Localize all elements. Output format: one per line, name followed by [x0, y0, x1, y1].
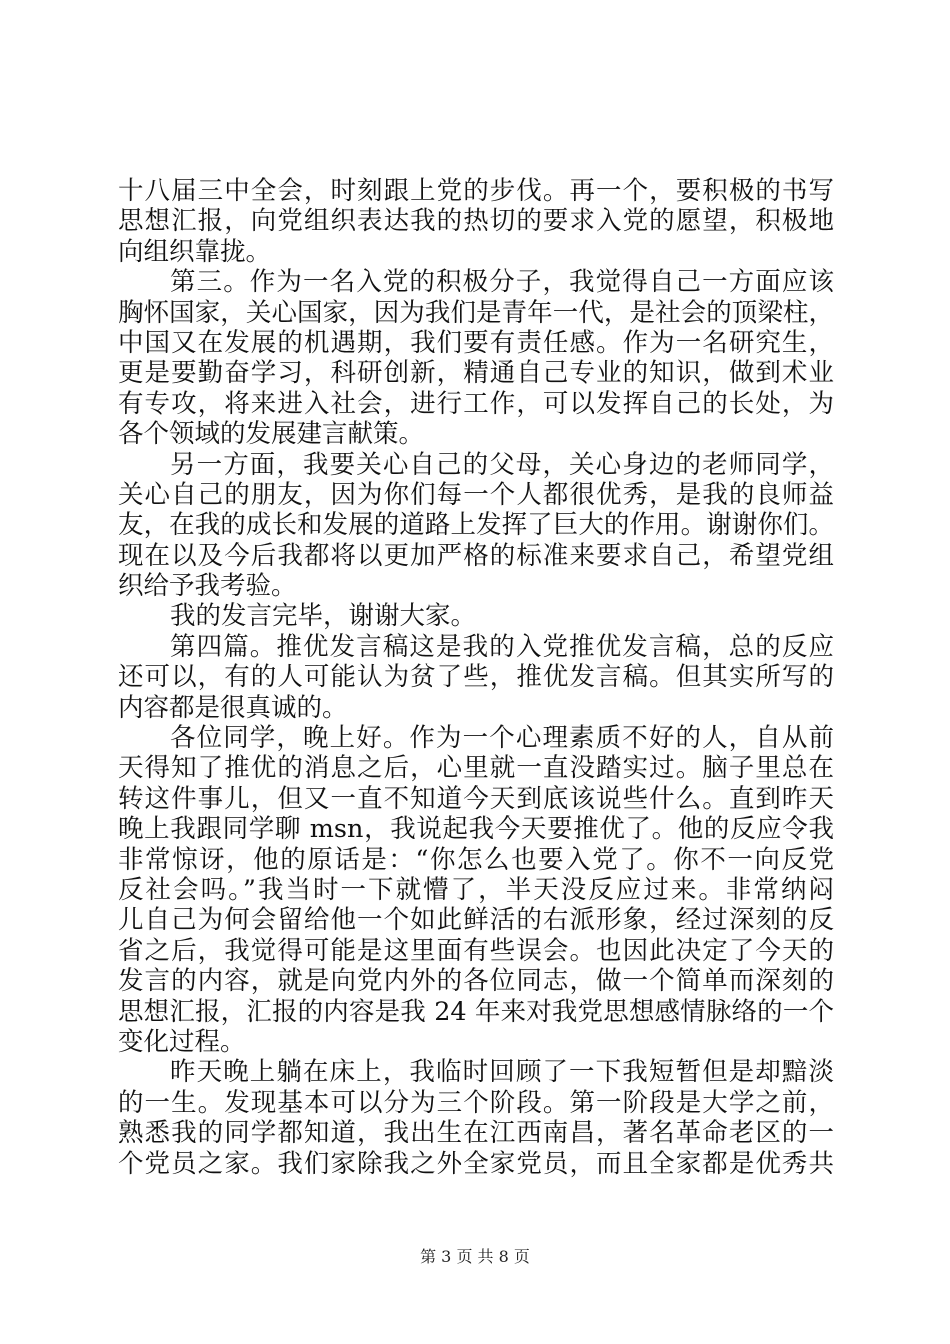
text-line: 织给予我考验。 — [118, 571, 297, 602]
text-line: 变化过程。 — [118, 1026, 246, 1057]
text-line: 有专攻，将来进入社会，进行工作，可以发挥自己的长处，为 — [118, 388, 834, 419]
text-line: 十八届三中全会，时刻跟上党的步伐。再一个，要积极的书写 — [118, 176, 834, 206]
text-line: 友，在我的成长和发展的道路上发挥了巨大的作用。谢谢你们。 — [118, 510, 834, 541]
text-line: 晚上我跟同学聊 msn，我说起我今天要推优了。他的反应令我 — [118, 814, 834, 845]
text-line: 发言的内容，就是向党内外的各位同志，做一个简单而深刻的 — [118, 966, 834, 997]
text-line: 现在以及今后我都将以更加严格的标准来要求自己，希望党组 — [118, 540, 834, 571]
text-line: 省之后，我觉得可能是这里面有些误会。也因此决定了今天的 — [118, 935, 834, 966]
text-line: 第三。作为一名入党的积极分子，我觉得自己一方面应该 — [170, 267, 834, 298]
page-footer: 第 3 页 共 8 页 — [420, 1247, 530, 1266]
text-line: 关心自己的朋友，因为你们每一个人都很优秀，是我的良师益 — [118, 479, 834, 510]
text-line: 胸怀国家，关心国家，因为我们是青年一代，是社会的顶梁柱， — [118, 297, 834, 328]
text-line: 另一方面，我要关心自己的父母，关心身边的老师同学， — [170, 449, 834, 480]
text-line: 思想汇报，向党组织表达我的热切的要求入党的愿望，积极地 — [118, 206, 834, 237]
text-line: 中国又在发展的机遇期，我们要有责任感。作为一名研究生， — [118, 327, 834, 358]
text-line: 内容都是很真诚的。 — [118, 692, 348, 723]
text-line: 还可以，有的人可能认为贫了些，推优发言稿。但其实所写的 — [118, 662, 834, 693]
text-line: 非常惊讶，他的原话是：“你怎么也要入党了。你不一向反党 — [118, 844, 834, 875]
text-line: 各个领域的发展建言献策。 — [118, 419, 425, 450]
text-line: 思想汇报，汇报的内容是我 24 年来对我党思想感情脉络的一个 — [118, 996, 834, 1027]
text-line: 个党员之家。我们家除我之外全家党员，而且全家都是优秀共 — [118, 1148, 834, 1179]
text-line: 昨天晚上躺在床上，我临时回顾了一下我短暂但是却黯淡 — [170, 1057, 834, 1088]
text-line: 更是要勤奋学习，科研创新，精通自己专业的知识，做到术业 — [118, 358, 834, 389]
text-line: 向组织靠拢。 — [118, 236, 272, 267]
document-body — [118, 176, 834, 1179]
text-line: 转这件事儿，但又一直不知道今天到底该说些什么。直到昨天 — [118, 783, 834, 814]
text-line: 的一生。发现基本可以分为三个阶段。第一阶段是大学之前， — [118, 1087, 834, 1118]
text-line: 我的发言完毕，谢谢大家。 — [170, 601, 477, 632]
text-line: 儿自己为何会留给他一个如此鲜活的右派形象，经过深刻的反 — [118, 905, 834, 936]
text-line: 熟悉我的同学都知道，我出生在江西南昌，著名革命老区的一 — [118, 1118, 834, 1149]
text-line: 反社会吗。”我当时一下就懵了，半天没反应过来。非常纳闷 — [118, 874, 834, 905]
text-line: 天得知了推优的消息之后，心里就一直没踏实过。脑子里总在 — [118, 753, 834, 784]
text-line: 各位同学，晚上好。作为一个心理素质不好的人，自从前 — [170, 723, 834, 754]
text-line: 第四篇。推优发言稿这是我的入党推优发言稿，总的反应 — [170, 631, 834, 662]
